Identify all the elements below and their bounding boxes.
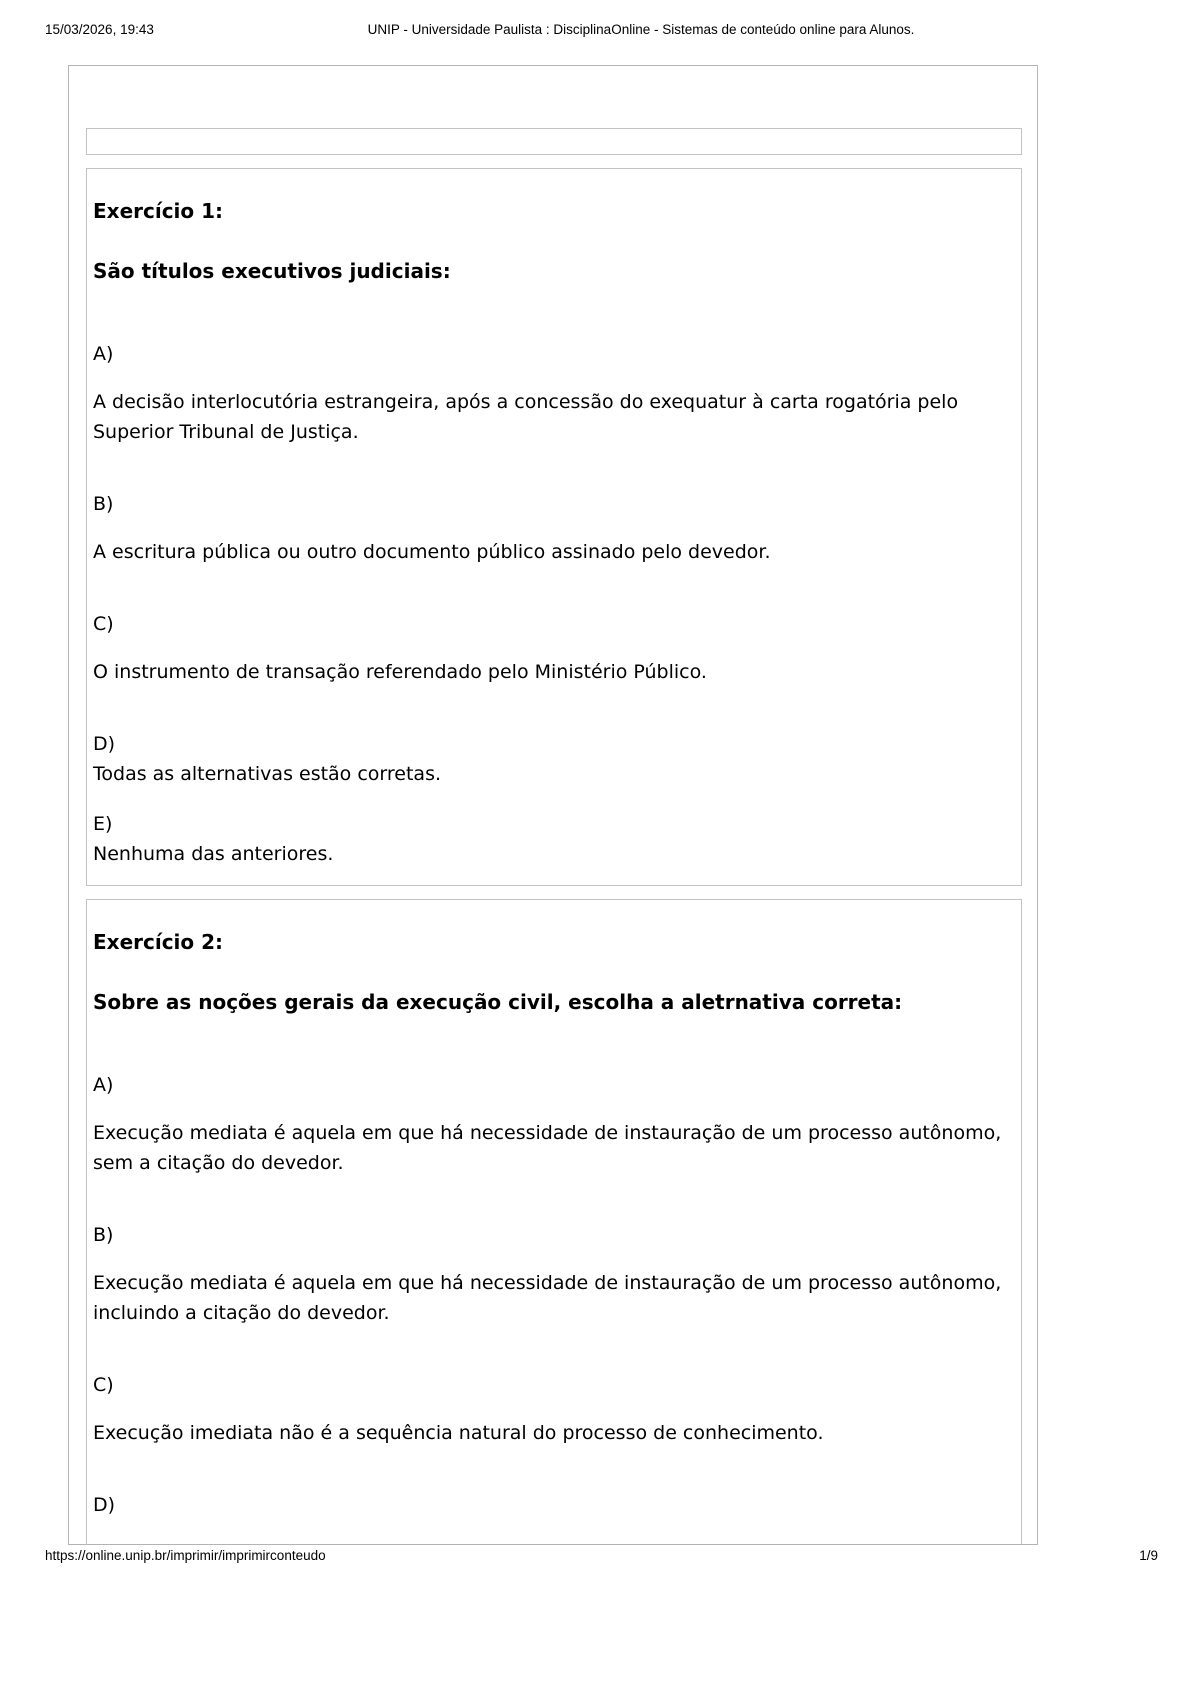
option-row [93,1070,1011,1178]
print-header-title: UNIP - Universidade Paulista : DisciplinaOnline - Sistemas de conteúdo online para Alunos. [367,22,915,37]
empty-header-box [86,128,1022,155]
option-label: A) [93,1074,114,1096]
option-row [93,1490,1011,1520]
option-row [93,1370,1011,1448]
exercise-title: Exercício 2: [93,930,224,954]
option-text: Execução mediata é aquela em que há necessidade de instauração de um processo autônomo, incluindo a citação do devedor. [93,1272,1002,1324]
option-row [93,489,1011,567]
option-text: A decisão interlocutória estrangeira, após a concessão do exequatur à carta rogatória pelo Superior Tribunal de Justiça. [93,391,959,443]
option-text: Execução mediata é aquela em que há necessidade de instauração de um processo autônomo, sem a citação do devedor. [93,1122,1002,1174]
option-label: B) [93,493,114,515]
print-footer-page-number: 1/9 [1139,1548,1158,1563]
option-text: Todas as alternativas estão corretas. [93,763,442,785]
option-label: A) [93,343,114,365]
exercise-title: Exercício 1: [93,199,224,223]
option-text: Nenhuma das anteriores. [93,843,334,865]
option-label: C) [93,613,114,635]
exercise-question: São títulos executivos judiciais: [93,259,451,283]
option-row [93,729,1011,789]
print-header-datetime: 15/03/2026, 19:43 [45,22,154,37]
print-footer-url: https://online.unip.br/imprimir/imprimirconteudo [45,1548,326,1563]
option-row [93,609,1011,687]
exercise-question: Sobre as noções gerais da execução civil, escolha a aletrnativa correta: [93,990,903,1014]
option-label: D) [93,733,116,755]
option-label: B) [93,1224,114,1246]
exercise-2-box [86,899,1022,1545]
option-text: O instrumento de transação referendado pelo Ministério Público. [93,661,707,683]
option-row [93,339,1011,447]
document-page-frame [68,65,1038,1545]
exercise-1-box [86,168,1022,886]
option-label: D) [93,1494,116,1516]
option-label: E) [93,813,113,835]
option-text: Execução imediata não é a sequência natural do processo de conhecimento. [93,1422,824,1444]
option-text: A escritura pública ou outro documento público assinado pelo devedor. [93,541,771,563]
print-header [0,22,1192,37]
option-row [93,1220,1011,1328]
option-row [93,809,1011,869]
option-label: C) [93,1374,114,1396]
